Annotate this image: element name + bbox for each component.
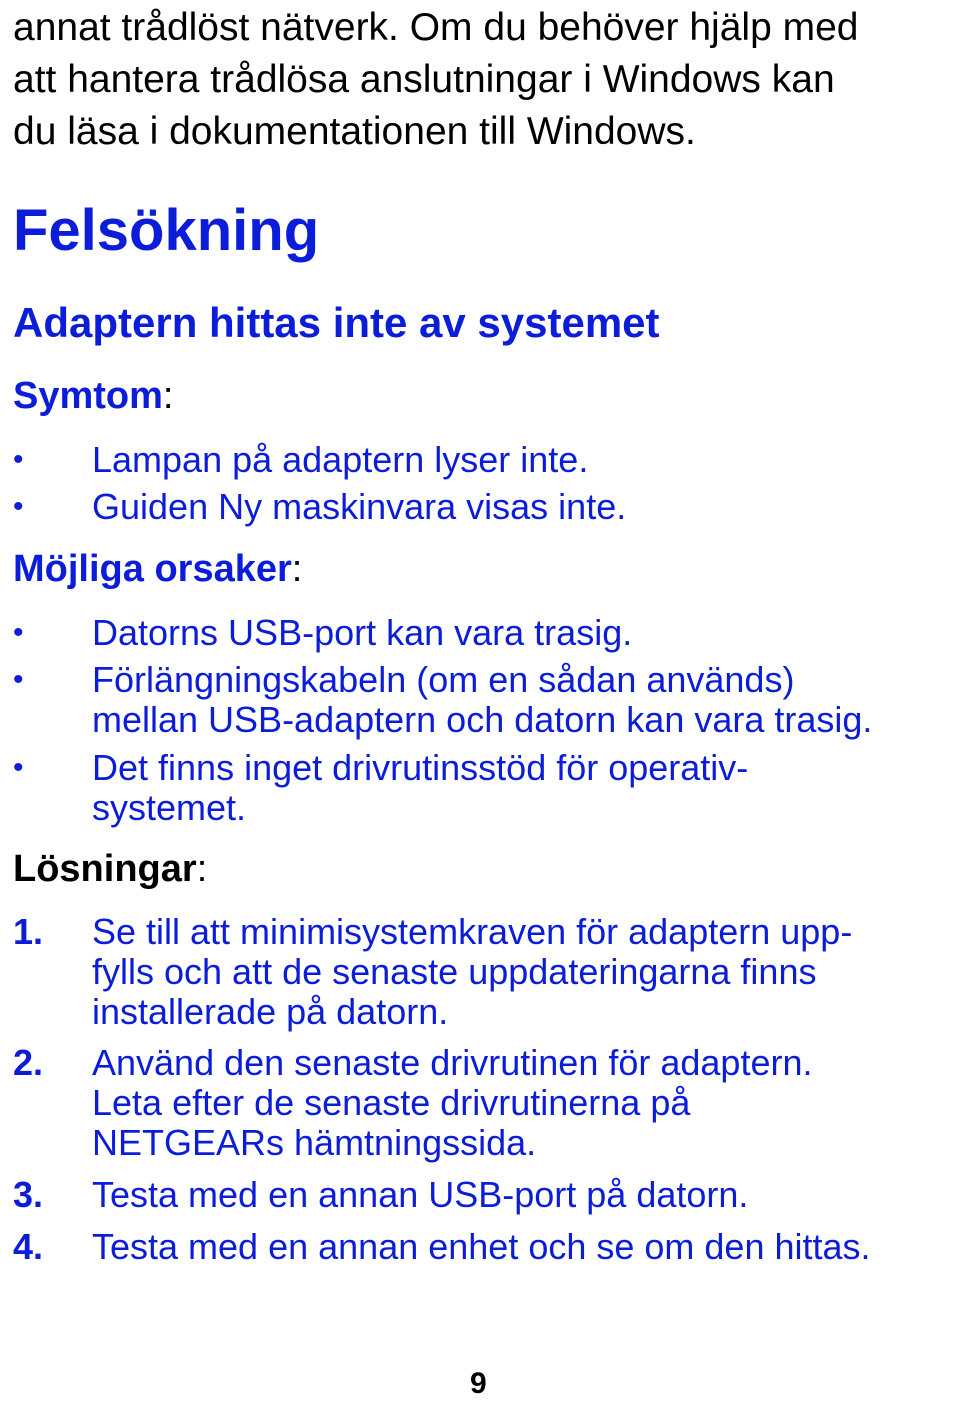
solution-text: Testa med en annan enhet och se om den hittas.	[92, 1226, 871, 1267]
causes-label	[13, 546, 302, 592]
solution-text: Använd den senaste drivrutinen för adaptern. Leta efter de senaste drivrutinerna på NETGEARs hämtningssida.	[92, 1042, 813, 1163]
symptom-text: Guiden Ny maskinvara visas inte.	[92, 486, 627, 527]
bullet-icon: •	[13, 490, 24, 523]
cause-text: Förlängningskabeln (om en sådan används) mellan USB-adaptern och datorn kan vara trasig.	[92, 659, 873, 740]
causes-label-colon: :	[291, 548, 303, 590]
solution-text: Testa med en annan USB-port på datorn.	[92, 1174, 749, 1215]
cause-text: Det finns inget drivrutinsstöd för operativ- systemet.	[92, 747, 749, 828]
intro-paragraph: annat trådlöst nätverk. Om du behöver hjälp med att hantera trådlösa anslutningar i Windows kan du läsa i dokumentationen till Windows.	[13, 6, 859, 153]
symptoms-label	[13, 373, 173, 419]
page-number: 9	[470, 1367, 487, 1400]
problem-subheading: Adaptern hittas inte av systemet	[13, 299, 660, 346]
bullet-icon: •	[13, 616, 24, 649]
solution-number: 3.	[13, 1174, 44, 1215]
solution-text: Se till att minimisystemkraven för adaptern upp- fylls och att de senaste uppdateringarna finns installerade på datorn.	[92, 911, 853, 1032]
solutions-label-colon: :	[196, 848, 208, 890]
bullet-icon: •	[13, 443, 24, 476]
solution-number: 2.	[13, 1042, 44, 1083]
solutions-label	[13, 846, 207, 892]
section-heading: Felsökning	[13, 198, 320, 263]
solutions-label-text: Lösningar	[13, 848, 197, 890]
symptoms-label-colon: :	[162, 375, 174, 417]
bullet-icon: •	[13, 751, 24, 784]
cause-text: Datorns USB-port kan vara trasig.	[92, 612, 633, 653]
symptom-text: Lampan på adaptern lyser inte.	[92, 439, 589, 480]
causes-label-text: Möjliga orsaker	[13, 548, 292, 590]
bullet-icon: •	[13, 663, 24, 696]
symptoms-label-text: Symtom	[13, 375, 163, 417]
solution-number: 1.	[13, 911, 44, 952]
solution-number: 4.	[13, 1226, 44, 1267]
